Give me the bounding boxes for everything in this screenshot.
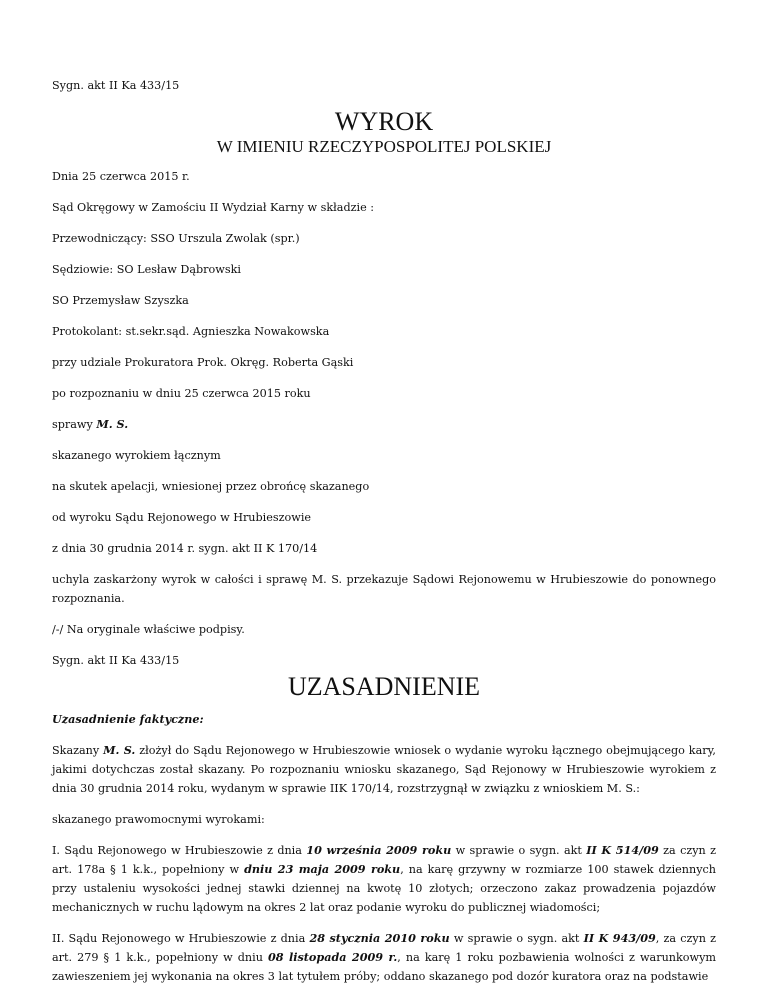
sentence-item-i	[52, 841, 716, 917]
justification-signature: Sygn. akt II Ka 433/15	[52, 654, 180, 667]
justification-title: UZASADNIENIE	[287, 672, 481, 701]
paragraph-text: , na karę grzywny w rozmiarze 100 stawek dziennych przy ustaleniu wysokości jednej stawki dziennej na kwotę 10 złotych; orzeczono zakaz prowadzenia pojazdów mechanicznych w ruchu lądowym na okres 2 lat oraz podanie wyroku do publicznej wiadomości;	[52, 863, 716, 914]
case-prefix: sprawy	[52, 418, 97, 431]
ruling-text: uchyla zaskarżony wyrok w całości i sprawę M. S. przekazuje Sądowi Rejonowemu w Hrubieszowie do ponownego rozpoznania.	[52, 573, 716, 605]
offence-date: 08 listopada 2009 r.	[267, 950, 398, 964]
sentence-signature: II K 514/09	[586, 843, 659, 857]
court-clerk: Protokolant: st.sekr.sąd. Agnieszka Nowakowska	[52, 325, 330, 338]
defendant-name: M. S.	[96, 417, 129, 431]
case-party	[52, 415, 716, 434]
document-content	[52, 76, 716, 998]
court-composition: Sąd Okręgowy w Zamościu II Wydział Karny w składzie :	[52, 201, 375, 214]
paragraph-text: Skazany	[52, 744, 104, 757]
signatures-note: /-/ Na oryginale właściwe podpisy.	[52, 623, 245, 636]
paragraph-text: , za czyn z art. 279 § 1 k.k., popełniony w dniu	[52, 932, 716, 964]
sentence-date: 10 września 2009 roku	[306, 843, 452, 857]
sentence-signature: II K 943/09	[583, 931, 656, 945]
section-heading: Uzasadnienie faktyczne:	[52, 712, 204, 726]
paragraph-text: II. Sądu Rejonowego w Hrubieszowie z dnia	[52, 932, 310, 945]
paragraph-text: w sprawie o sygn. akt	[449, 932, 584, 945]
paragraph-sentences-intro: skazanego prawomocnymi wyrokami:	[52, 813, 265, 826]
judges: Sędziowie: SO Lesław Dąbrowski	[52, 263, 241, 276]
prosecutor: przy udziale Prokuratora Prok. Okręg. Roberta Gąski	[52, 356, 354, 369]
judge-second: SO Przemysław Szyszka	[52, 294, 189, 307]
paragraph-text: złożył do Sądu Rejonowego w Hrubieszowie wniosek o wydanie wyroku łącznego obejmującego kary, jakimi dotychczas został skazany. Po rozpoznaniu wniosku skazanego, Sąd Rejonowy w Hrubieszowie wyrokiem z dnia 30 grudnia 2014 roku, wydanym w sprawie IIK 170/14, rozstrzygnął w związku z wnioskiem M. S.:	[52, 744, 716, 795]
lower-court-date: z dnia 30 grudnia 2014 r. sygn. akt II K 170/14	[52, 542, 318, 555]
verdict-date: Dnia 25 czerwca 2015 r.	[52, 170, 190, 183]
appeal-line: na skutek apelacji, wniesionej przez obrońcę skazanego	[52, 480, 370, 493]
verdict-subtitle: W IMIENIU RZECZYPOSPOLITEJ POLSKIEJ	[216, 137, 552, 156]
paragraph-text: I. Sądu Rejonowego w Hrubieszowie z dnia	[52, 844, 307, 857]
lower-court-line: od wyroku Sądu Rejonowego w Hrubieszowie	[52, 511, 312, 524]
sentence-item-ii	[52, 929, 716, 986]
convict-name: M. S.	[103, 743, 136, 757]
presiding-judge: Przewodniczący: SSO Urszula Zwolak (spr.)	[52, 232, 300, 245]
paragraph-motion	[52, 741, 716, 798]
case-signature: Sygn. akt II Ka 433/15	[52, 79, 180, 92]
paragraph-text: za czyn z art. 178a § 1 k.k., popełniony w	[52, 844, 716, 876]
offence-date: dniu 23 maja 2009 roku	[244, 862, 401, 876]
paragraph-text: , na karę 1 roku pozbawienia wolności z warunkowym zawieszeniem jej wykonania na okres 3 lat tytułem próby; oddano skazanego pod dozór kuratora oraz na podstawie	[52, 951, 717, 983]
sentence-date: 28 stycznia 2010 roku	[309, 931, 450, 945]
convicted-line: skazanego wyrokiem łącznym	[52, 449, 221, 462]
hearing-date: po rozpoznaniu w dniu 25 czerwca 2015 roku	[52, 387, 311, 400]
verdict-title: WYROK	[334, 107, 434, 136]
paragraph-text: w sprawie o sygn. akt	[451, 844, 587, 857]
